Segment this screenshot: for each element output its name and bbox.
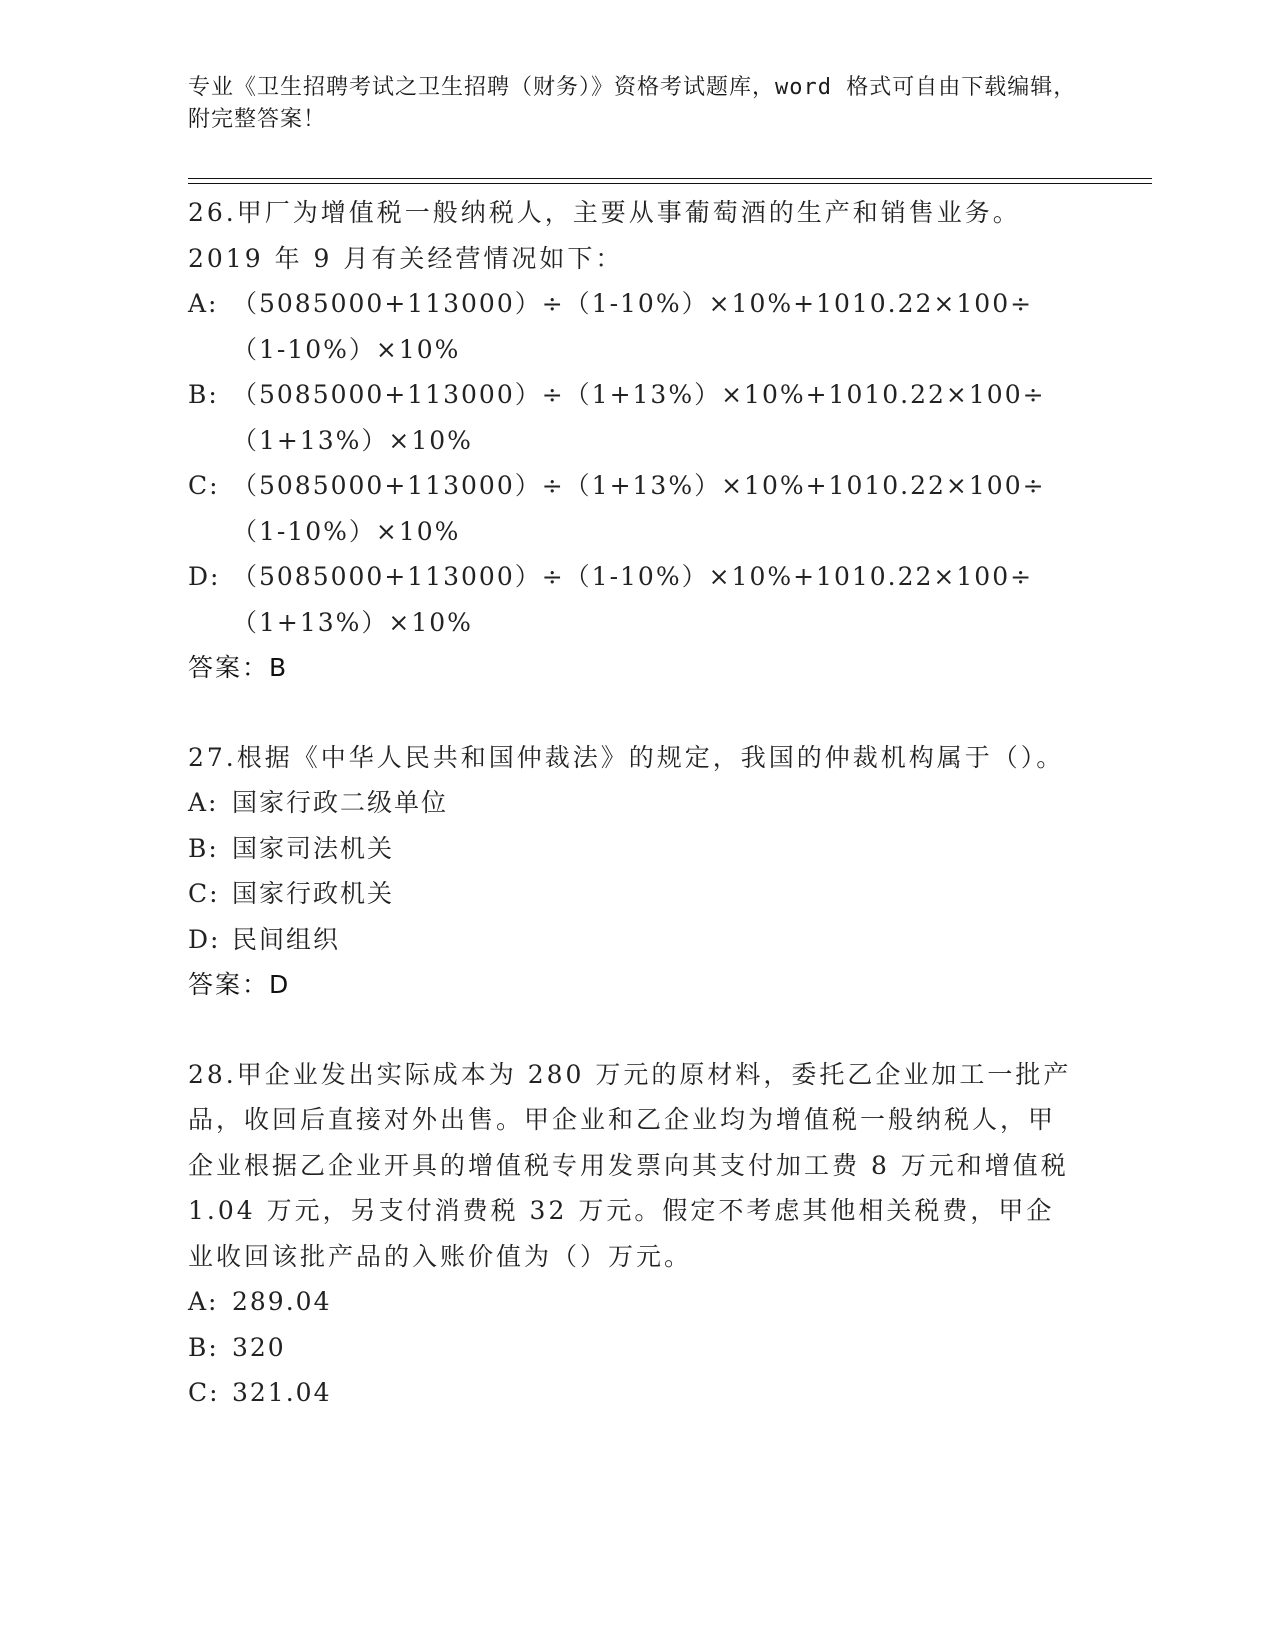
header-rule-top	[188, 178, 1152, 179]
option-text: 国家行政机关	[232, 879, 395, 908]
option-letter: A:	[188, 788, 219, 817]
option-d	[188, 917, 1078, 963]
question-list	[188, 190, 1078, 1416]
option-text: （5085000+113000）÷（1+13%）×10%+1010.22×100÷（1-10%）×10%	[232, 471, 1046, 546]
question-27	[188, 735, 1078, 1008]
option-b	[188, 372, 1078, 463]
question-stem: 28.甲企业发出实际成本为 280 万元的原材料，委托乙企业加工一批产品，收回后直接对外出售。甲企业和乙企业均为增值税一般纳税人，甲企业根据乙企业开具的增值税专用发票向其支付加工费 8 万元和增值税 1.04 万元，另支付消费税 32 万元。假定不考虑其他相关税费，甲企业收回该批产品的入账价值为（）万元。	[188, 1059, 1080, 1271]
option-c	[188, 463, 1078, 554]
question-spacer	[188, 1008, 1078, 1052]
option-letter: C:	[188, 471, 220, 500]
option-letter: C:	[188, 1378, 220, 1407]
option-letter: D:	[188, 562, 221, 591]
option-a	[188, 1279, 1078, 1325]
option-a	[188, 281, 1078, 372]
option-letter: C:	[188, 879, 220, 908]
option-c	[188, 1370, 1078, 1416]
question-stem: 27.根据《中华人民共和国仲裁法》的规定，我国的仲裁机构属于（）。	[188, 742, 1065, 772]
option-letter: D:	[188, 924, 221, 954]
option-text: 国家司法机关	[232, 833, 395, 863]
answer-line: 答案：D	[188, 970, 291, 999]
option-text: 民间组织	[232, 924, 341, 954]
option-b	[188, 1325, 1078, 1371]
option-letter: B:	[188, 380, 219, 409]
document-intro: 专业《卫生招聘考试之卫生招聘（财务）》资格考试题库，word 格式可自由下载编辑，附完整答案！	[188, 75, 1077, 132]
header-rule-bottom	[188, 183, 1152, 184]
answer-line: 答案：B	[188, 653, 289, 682]
option-letter: A:	[188, 289, 219, 318]
option-text: 321.04	[232, 1378, 332, 1407]
option-text: （5085000+113000）÷（1+13%）×10%+1010.22×100÷（1+13%）×10%	[232, 380, 1046, 455]
option-text: （5085000+113000）÷（1-10%）×10%+1010.22×100÷（1-10%）×10%	[232, 289, 1034, 364]
question-28	[188, 1052, 1078, 1416]
option-text: 289.04	[232, 1287, 332, 1316]
option-a	[188, 780, 1078, 826]
question-spacer	[188, 691, 1078, 735]
option-text: （5085000+113000）÷（1-10%）×10%+1010.22×100÷（1+13%）×10%	[232, 562, 1034, 637]
option-c	[188, 871, 1078, 917]
option-b	[188, 826, 1078, 872]
option-text: 国家行政二级单位	[232, 788, 449, 817]
option-letter: B:	[188, 1332, 219, 1362]
option-letter: B:	[188, 833, 219, 863]
option-d	[188, 554, 1078, 645]
question-26	[188, 190, 1078, 691]
option-letter: A:	[188, 1287, 219, 1316]
option-text: 320	[232, 1332, 286, 1362]
question-stem: 26.甲厂为增值税一般纳税人，主要从事葡萄酒的生产和销售业务。2019 年 9 月有关经营情况如下：	[188, 198, 1021, 273]
